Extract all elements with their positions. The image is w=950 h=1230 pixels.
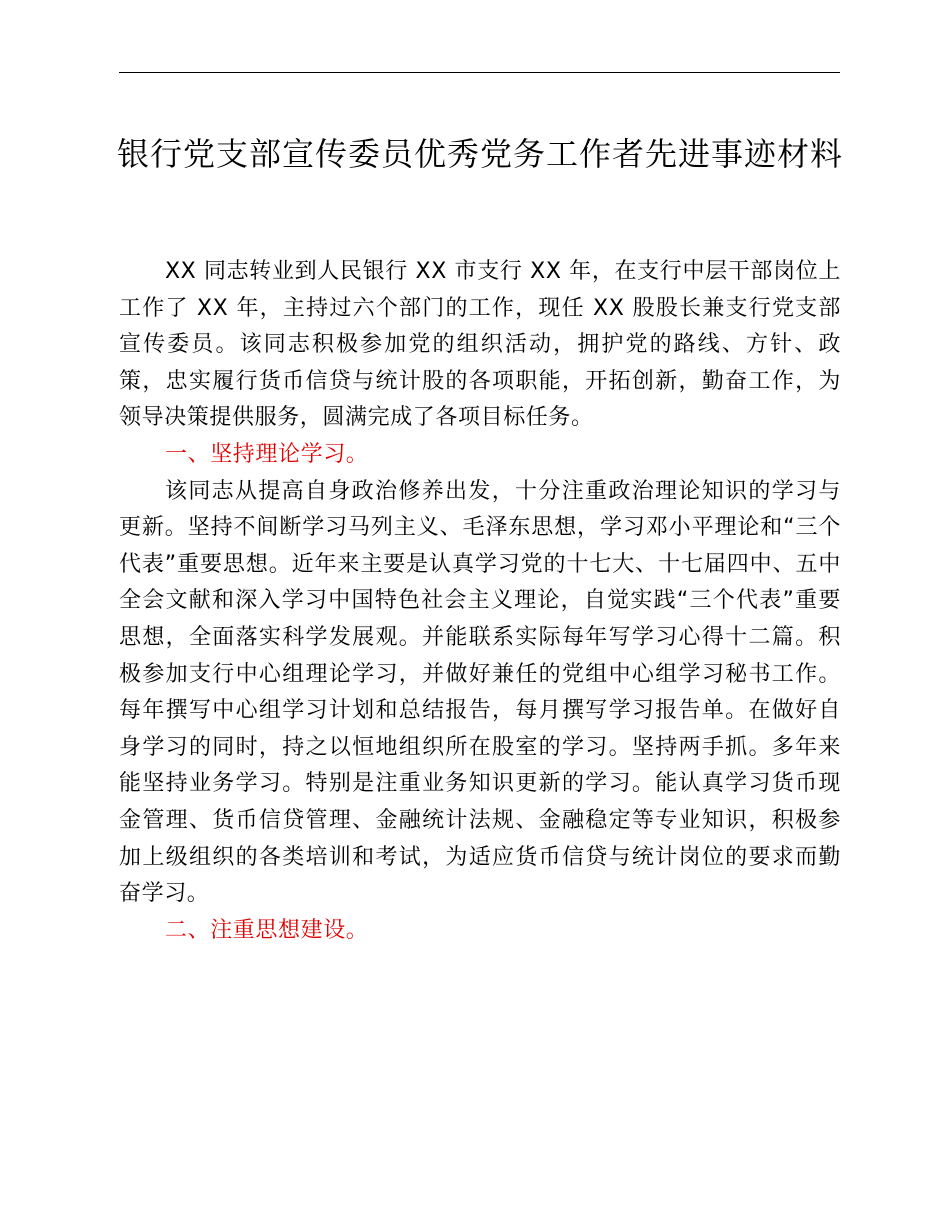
section-heading-1: 一、坚持理论学习。 [165, 441, 369, 467]
document-body [119, 254, 841, 949]
header-rule [119, 72, 840, 73]
section-heading-2: 二、注重思想建设。 [165, 917, 369, 943]
intro-paragraph: XX 同志转业到人民银行 XX 市支行 XX 年，在支行中层干部岗位上工作了 XX 年，主持过六个部门的工作，现任 XX 股股长兼支行党支部宣传委员。该同志积极参加党的组织活动，拥护党的路线、方针、政策，忠实履行货币信贷与统计股的各项职能，开拓创新，勤奋工作，为领导决策提供服务，圆满完成了各项目标任务。 [119, 259, 841, 431]
section-1-paragraph: 该同志从提高自身政治修养出发，十分注重政治理论知识的学习与更新。坚持不间断学习马列主义、毛泽东思想，学习邓小平理论和“三个代表”重要思想。近年来主要是认真学习党的十七大、十七届四中、五中全会文献和深入学习中国特色社会主义理论，自觉实践“三个代表”重要思想，全面落实科学发展观。并能联系实际每年写学习心得十二篇。积极参加支行中心组理论学习，并做好兼任的党组中心组学习秘书工作。每年撰写中心组学习计划和总结报告，每月撰写学习报告单。在做好自身学习的同时，持之以恒地组织所在股室的学习。坚持两手抓。多年来能坚持业务学习。特别是注重业务知识更新的学习。能认真学习货币现金管理、货币信贷管理、金融统计法规、金融稳定等专业知识，积极参加上级组织的各类培训和考试，为适应货币信贷与统计岗位的要求而勤奋学习。 [119, 478, 841, 907]
document-title: 银行党支部宣传委员优秀党务工作者先进事迹材料 [116, 135, 843, 173]
